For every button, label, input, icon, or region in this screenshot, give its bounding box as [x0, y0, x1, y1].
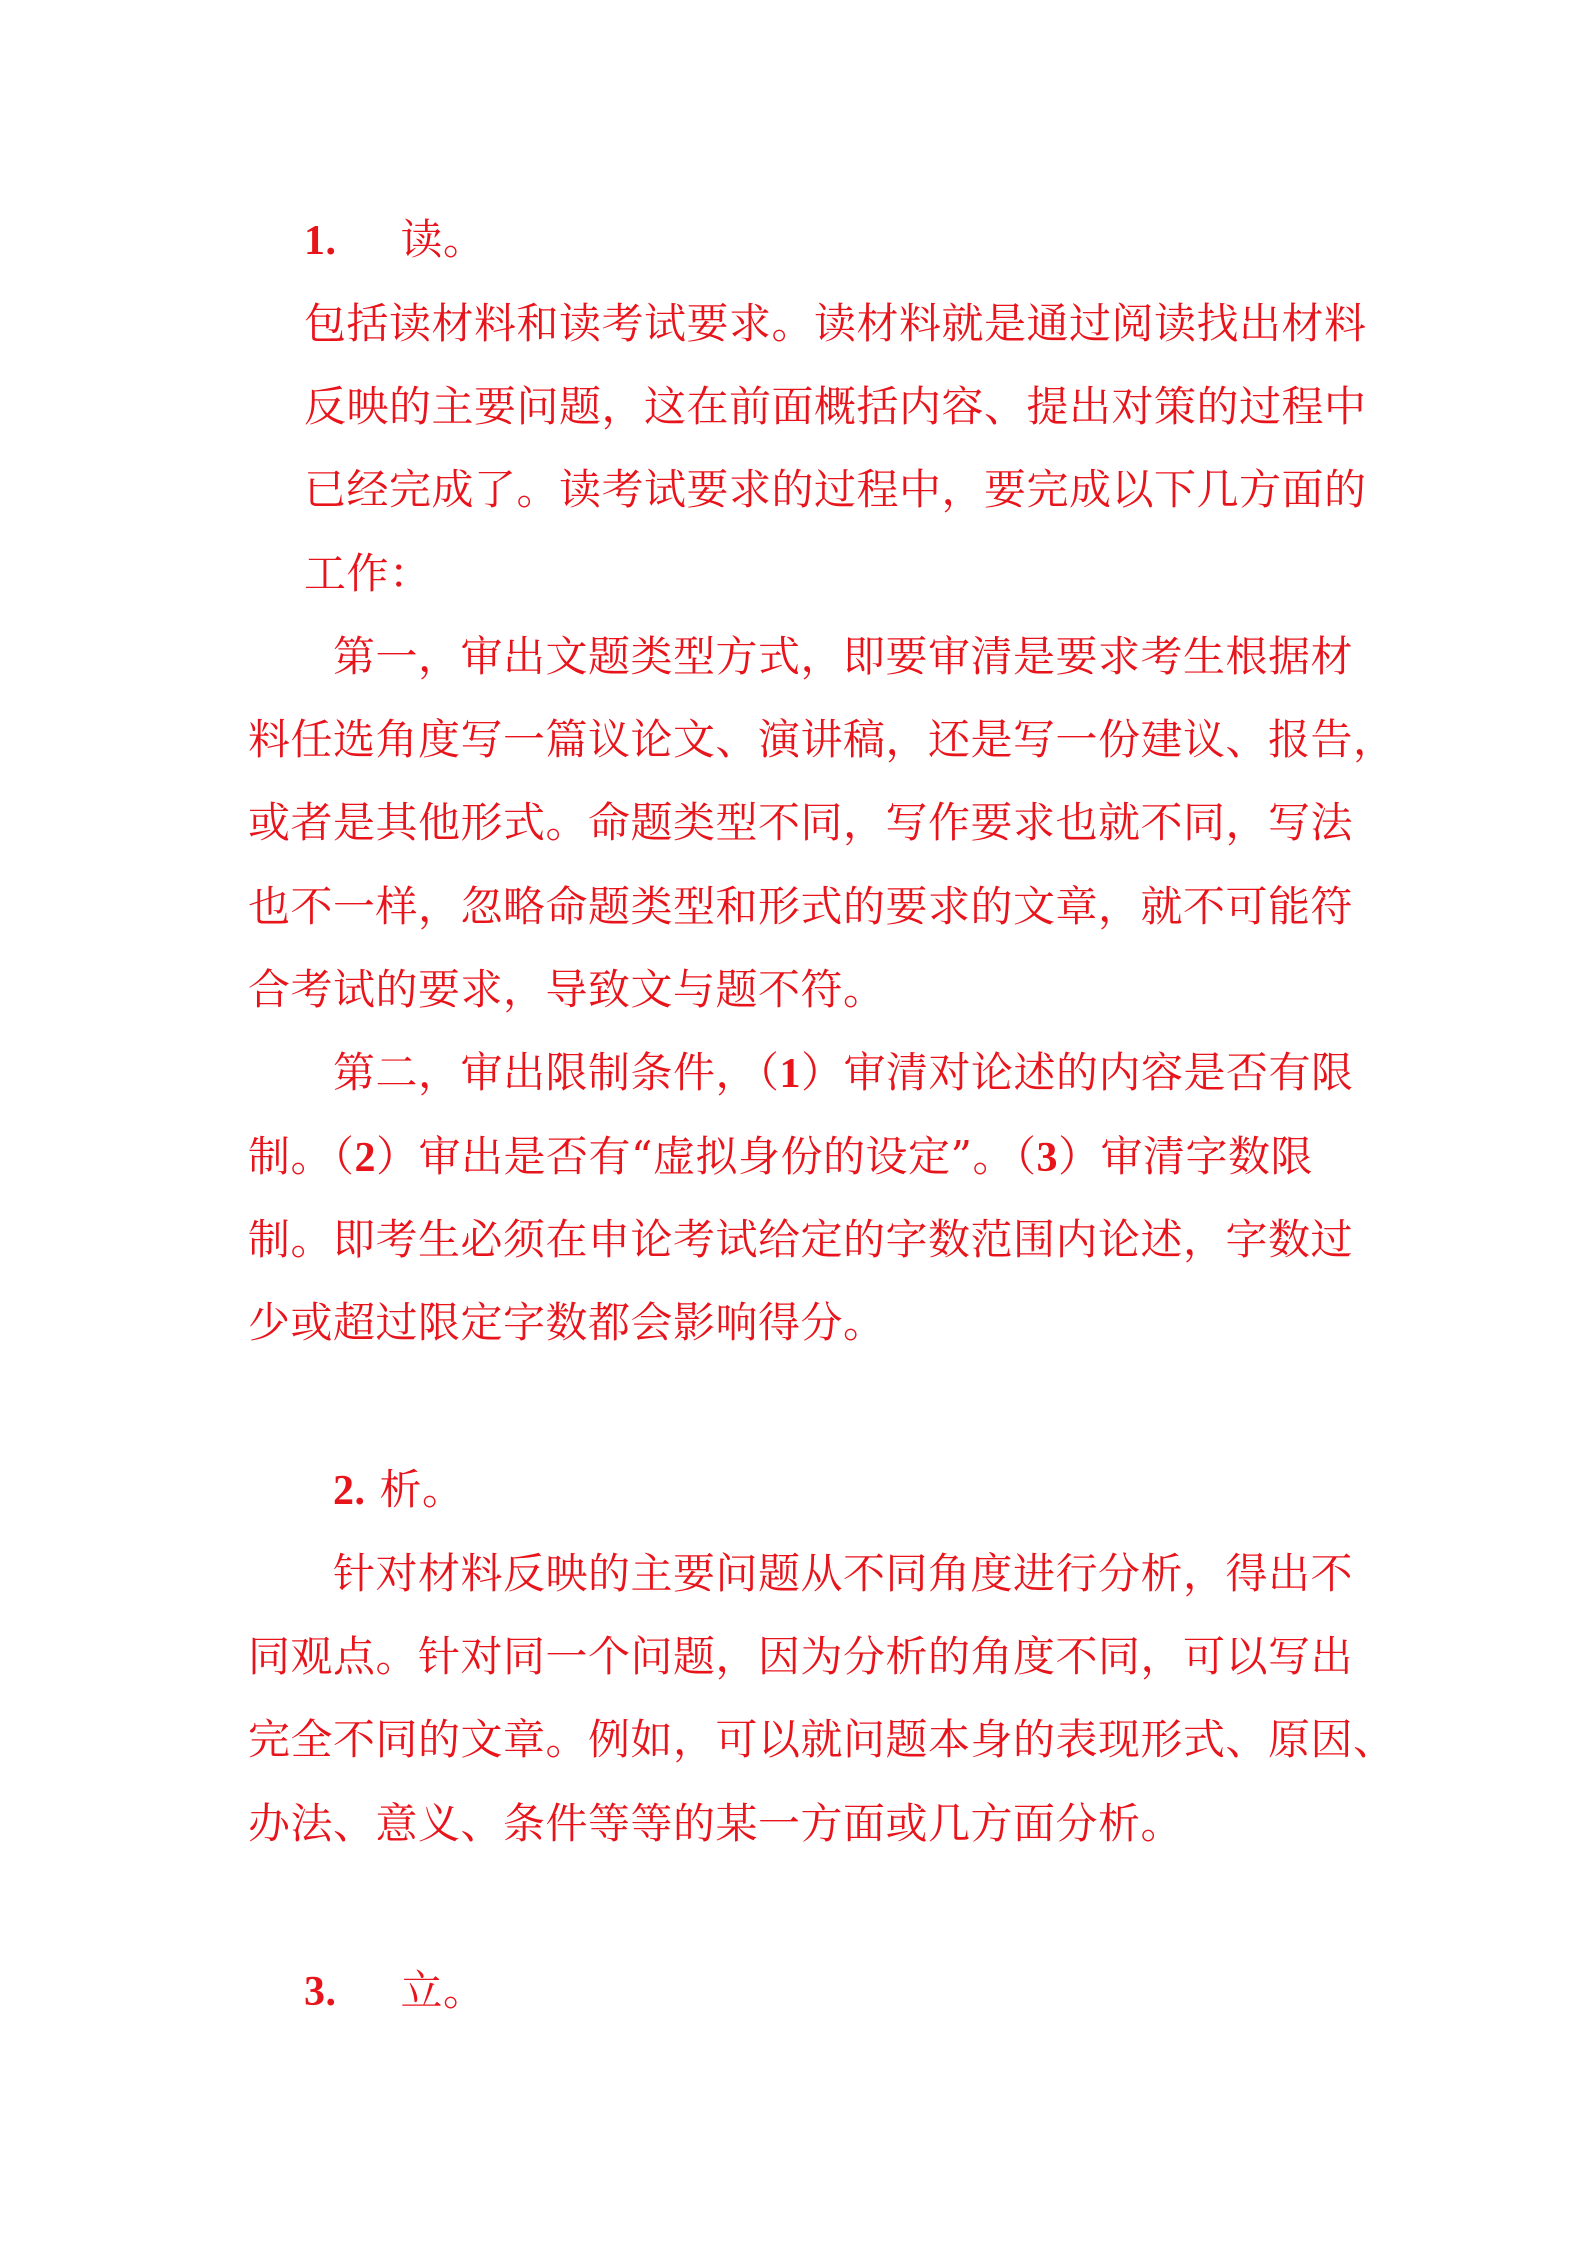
section-3-heading	[304, 1965, 486, 2018]
section-3-number: 3.	[304, 1969, 337, 2015]
section-2-line-3: 完全不同的文章。例如，可以就问题本身的表现形式、原因、	[248, 1715, 1396, 1764]
point-2-text: ）审出是否有“虚拟身份的设定”。（	[376, 1132, 1037, 1181]
section-2-line-2: 同观点。针对同一个问题，因为分析的角度不同，可以写出	[248, 1632, 1354, 1681]
section-1-intro-line-3: 已经完成了。读考试要求的过程中，要完成以下几方面的	[304, 465, 1367, 514]
point-2-num-3: 3	[1036, 1135, 1058, 1181]
point-2-text: 制。（	[248, 1132, 355, 1181]
section-2-line-4: 办法、意义、条件等等的某一方面或几方面分析。	[248, 1799, 1184, 1848]
section-2-number: 2.	[333, 1468, 366, 1514]
point-2-line-4: 少或超过限定字数都会影响得分。	[248, 1298, 886, 1347]
point-1-line-4: 也不一样，忽略命题类型和形式的要求的文章，就不可能符	[248, 882, 1354, 931]
section-2-heading	[333, 1464, 465, 1517]
section-1-intro-line-1: 包括读材料和读考试要求。读材料就是通过阅读找出材料	[304, 299, 1367, 348]
point-2-line-3: 制。即考生必须在申论考试给定的字数范围内论述，字数过	[248, 1215, 1354, 1264]
point-1-line-1: 第一，审出文题类型方式，即要审清是要求考生根据材	[333, 632, 1354, 681]
point-2-text: ）审清字数限	[1057, 1132, 1313, 1181]
section-1-title: 读。	[400, 215, 486, 264]
section-2-line-1: 针对材料反映的主要问题从不同角度进行分析，得出不	[333, 1549, 1354, 1598]
section-1-intro-line-4: 工作：	[304, 549, 432, 598]
section-1-number: 1.	[304, 218, 337, 264]
point-2-num-2: 2	[354, 1135, 377, 1181]
point-1-line-3: 或者是其他形式。命题类型不同，写作要求也就不同，写法	[248, 798, 1354, 847]
point-2-text: 第二，审出限制条件，（	[333, 1048, 780, 1097]
section-2-title: 析。	[379, 1465, 465, 1514]
point-2-line-1	[333, 1047, 1354, 1100]
point-2-line-2	[248, 1131, 1313, 1184]
point-2-text: ）审清对论述的内容是否有限	[801, 1048, 1354, 1097]
point-1-line-5: 合考试的要求，导致文与题不符。	[248, 965, 886, 1014]
section-1-intro-line-2: 反映的主要问题，这在前面概括内容、提出对策的过程中	[304, 382, 1367, 431]
section-3-title: 立。	[400, 1966, 486, 2015]
point-2-num-1: 1	[779, 1051, 802, 1097]
section-1-heading	[304, 214, 486, 267]
point-1-line-2: 料任选角度写一篇议论文、演讲稿，还是写一份建议、报告，	[248, 715, 1396, 764]
